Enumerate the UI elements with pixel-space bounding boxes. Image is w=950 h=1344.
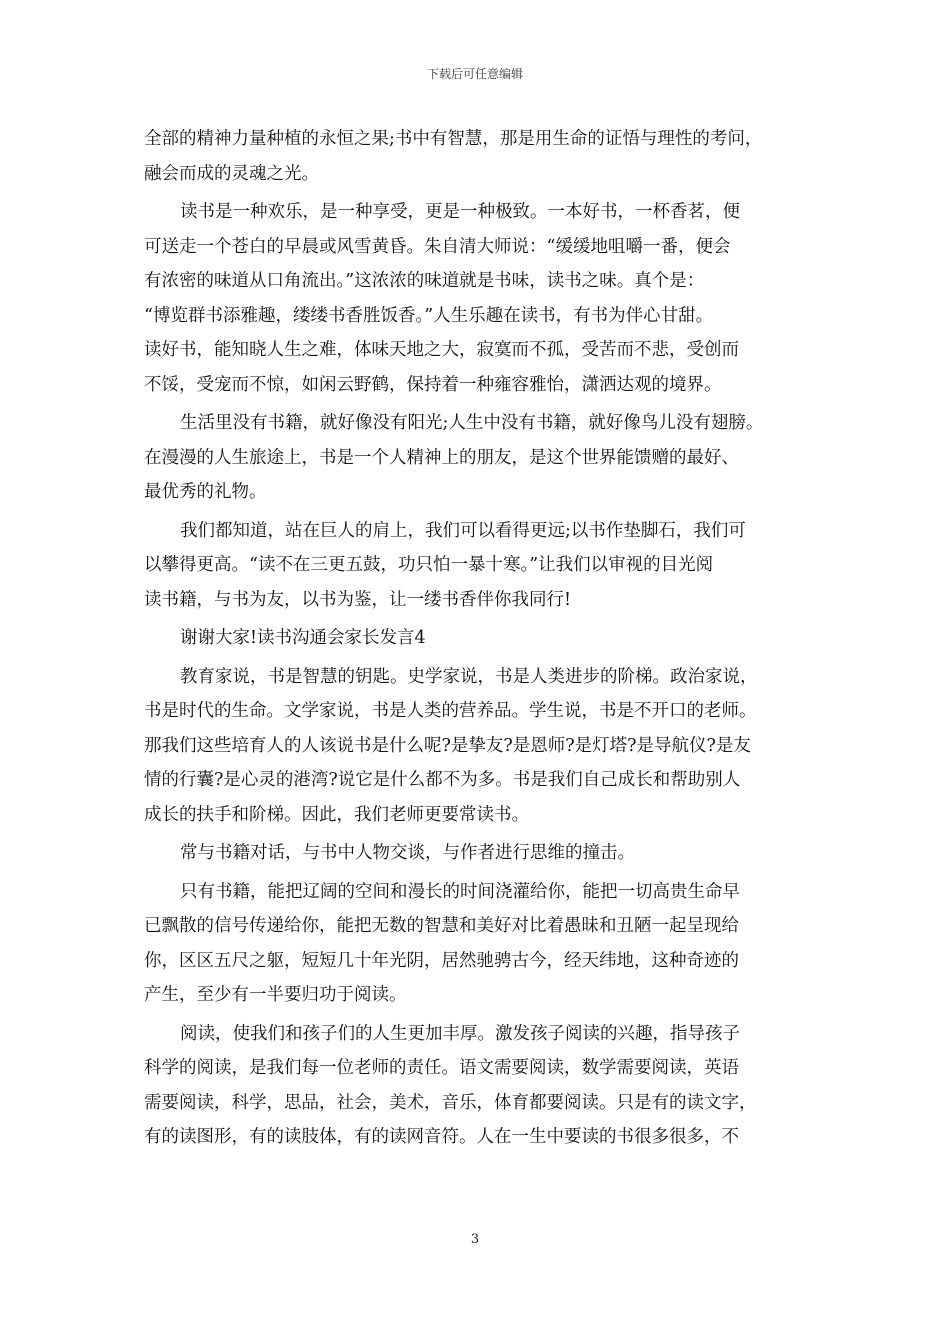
section-heading bbox=[144, 621, 816, 656]
text-line: 那我们这些培育人的人该说书是什么呢?是挚友?是恩师?是灯塔?是导航仪?是友 bbox=[144, 735, 751, 756]
text-line: 教育家说，书是智慧的钥匙。史学家说，书是人类进步的阶梯。政治家说， bbox=[180, 666, 758, 687]
paragraph bbox=[144, 122, 816, 191]
text-line: 生活里没有书籍，就好像没有阳光;人生中没有书籍，就好像鸟儿没有翅膀。 bbox=[180, 413, 764, 433]
text-line: 谢谢大家!读书沟通会家长发言4 bbox=[180, 628, 426, 648]
text-line: 读书是一种欢乐，是一种享受，更是一种极致。一本好书，一杯香茗，便 bbox=[180, 202, 740, 222]
text-line: 融会而成的灵魂之光。 bbox=[144, 163, 319, 184]
paragraph bbox=[144, 1017, 816, 1155]
paragraph bbox=[144, 406, 816, 510]
paragraph bbox=[144, 195, 816, 402]
text-line: 读好书，能知晓人生之难，体味天地之大，寂寞而不孤，受苦而不悲，受创而 bbox=[144, 340, 739, 360]
text-line: 可送走一个苍白的早晨或风雪黄昏。朱自清大师说：“缓缓地咀嚼一番，便会 bbox=[144, 236, 731, 257]
text-line: 已飘散的信号传递给你，能把无数的智慧和美好对比着愚昧和丑陋一起呈现给 bbox=[144, 916, 739, 936]
text-line: “博览群书添雅趣，缕缕书香胜饭香。”人生乐趣在读书，有书为伴心甘甜。 bbox=[144, 305, 714, 326]
text-line: 在漫漫的人生旅途上，书是一个人精神上的朋友，是这个世界能馈赠的最好、 bbox=[144, 447, 739, 468]
text-line: 我们都知道，站在巨人的肩上，我们可以看得更远;以书作垫脚石，我们可 bbox=[180, 520, 746, 541]
document-body bbox=[144, 122, 816, 1155]
text-line: 你，区区五尺之躯，短短几十年光阴，居然驰骋古今，经天纬地，这种奇迹的 bbox=[144, 950, 739, 971]
text-line: 科学的阅读，是我们每一位老师的责任。语文需要阅读，数学需要阅读，英语 bbox=[144, 1058, 739, 1078]
text-line: 产生，至少有一半要归功于阅读。 bbox=[144, 985, 407, 1005]
text-line: 最优秀的礼物。 bbox=[144, 482, 267, 502]
text-line: 阅读，使我们和孩子们的人生更加丰厚。激发孩子阅读的兴趣，指导孩子 bbox=[180, 1023, 740, 1044]
paragraph bbox=[144, 875, 816, 1013]
text-line: 情的行囊?是心灵的港湾?说它是什么都不为多。书是我们自己成长和帮助别人 bbox=[144, 770, 741, 790]
text-line: 以攀得更高。“读不在三更五鼓，功只怕一暴十寒。”让我们以审视的目光阅 bbox=[144, 555, 714, 575]
text-line: 成长的扶手和阶梯。因此，我们老师更要常读书。 bbox=[144, 804, 529, 825]
text-line: 只有书籍，能把辽阔的空间和漫长的时间浇灌给你，能把一切高贵生命早 bbox=[180, 881, 740, 902]
text-line: 需要阅读，科学，思品，社会，美术，音乐，体育都要阅读。只是有的读文字， bbox=[144, 1092, 757, 1113]
page-header: 下载后可任意编辑 bbox=[426, 67, 523, 81]
text-line: 书是时代的生命。文学家说，书是人类的营养品。学生说，书是不开口的老师。 bbox=[144, 701, 757, 721]
page-number: 3 bbox=[470, 1232, 480, 1247]
text-line: 全部的精神力量种植的永恒之果;书中有智慧，那是用生命的证悟与理性的考问， bbox=[144, 129, 763, 149]
paragraph bbox=[144, 836, 816, 871]
text-line: 有的读图形，有的读肢体，有的读网音符。人在一生中要读的书很多很多，不 bbox=[144, 1127, 739, 1147]
paragraph bbox=[144, 660, 816, 833]
text-line: 有浓密的味道从口角流出。”这浓浓的味道就是书味，读书之味。真个是： bbox=[144, 271, 705, 291]
text-line: 读书籍，与书为友，以书为鉴，让一缕书香伴你我同行! bbox=[144, 589, 572, 610]
text-line: 不馁，受宠而不惊，如闲云野鹤，保持着一种雍容雅怡，潇洒达观的境界。 bbox=[144, 374, 722, 395]
text-line: 常与书籍对话，与书中人物交谈，与作者进行思维的撞击。 bbox=[180, 843, 635, 863]
paragraph bbox=[144, 514, 816, 618]
